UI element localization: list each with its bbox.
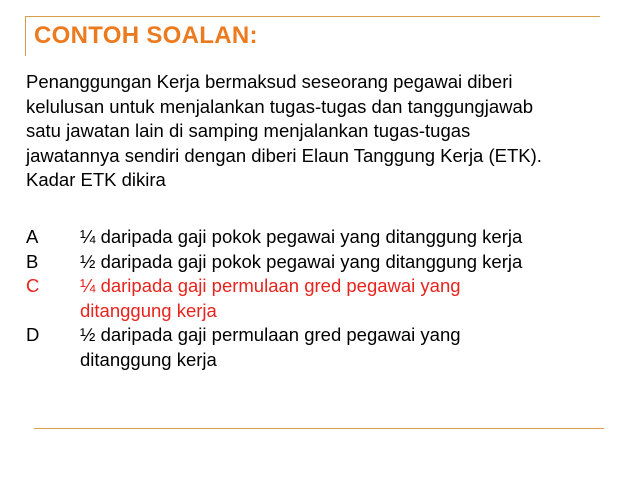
option-text — [80, 225, 522, 250]
option-letter: D — [26, 324, 40, 345]
option-a — [26, 225, 626, 250]
option-text — [80, 274, 461, 323]
option-letter: C — [26, 275, 40, 296]
option-text — [80, 323, 461, 372]
option-text-line: ½ daripada gaji pokok pegawai yang ditanggung kerja — [80, 250, 523, 272]
left-divider — [25, 16, 26, 56]
option-text-line: ¼ daripada gaji pokok pegawai yang ditanggung kerja — [80, 226, 523, 247]
bottom-divider — [34, 428, 604, 429]
option-d — [26, 323, 626, 372]
option-b — [26, 250, 626, 275]
paragraph-line: satu jawatan lain di samping menjalankan tugas-tugas — [26, 120, 471, 141]
top-divider — [26, 16, 600, 17]
option-text-line: ½ daripada gaji permulaan gred pegawai yang — [80, 324, 461, 345]
paragraph-line: Penanggungan Kerja bermaksud seseorang pegawai diberi — [26, 71, 513, 92]
question-paragraph — [26, 70, 626, 193]
option-letter: A — [26, 226, 39, 247]
answer-options — [26, 225, 626, 372]
option-c-highlighted — [26, 274, 626, 323]
option-text-line: ditanggung kerja — [80, 299, 217, 321]
slide-title: CONTOH SOALAN: — [34, 22, 258, 49]
option-text-line: ¼ daripada gaji permulaan gred pegawai yang — [80, 275, 461, 296]
option-text-line: ditanggung kerja — [80, 348, 217, 370]
option-letter: B — [26, 250, 39, 272]
paragraph-line: jawatannya sendiri dengan diberi Elaun Tanggung Kerja (ETK). — [26, 144, 542, 166]
option-text — [80, 250, 522, 275]
paragraph-line: kelulusan untuk menjalankan tugas-tugas dan tanggungjawab — [26, 95, 534, 117]
paragraph-line: Kadar ETK dikira — [26, 169, 166, 190]
